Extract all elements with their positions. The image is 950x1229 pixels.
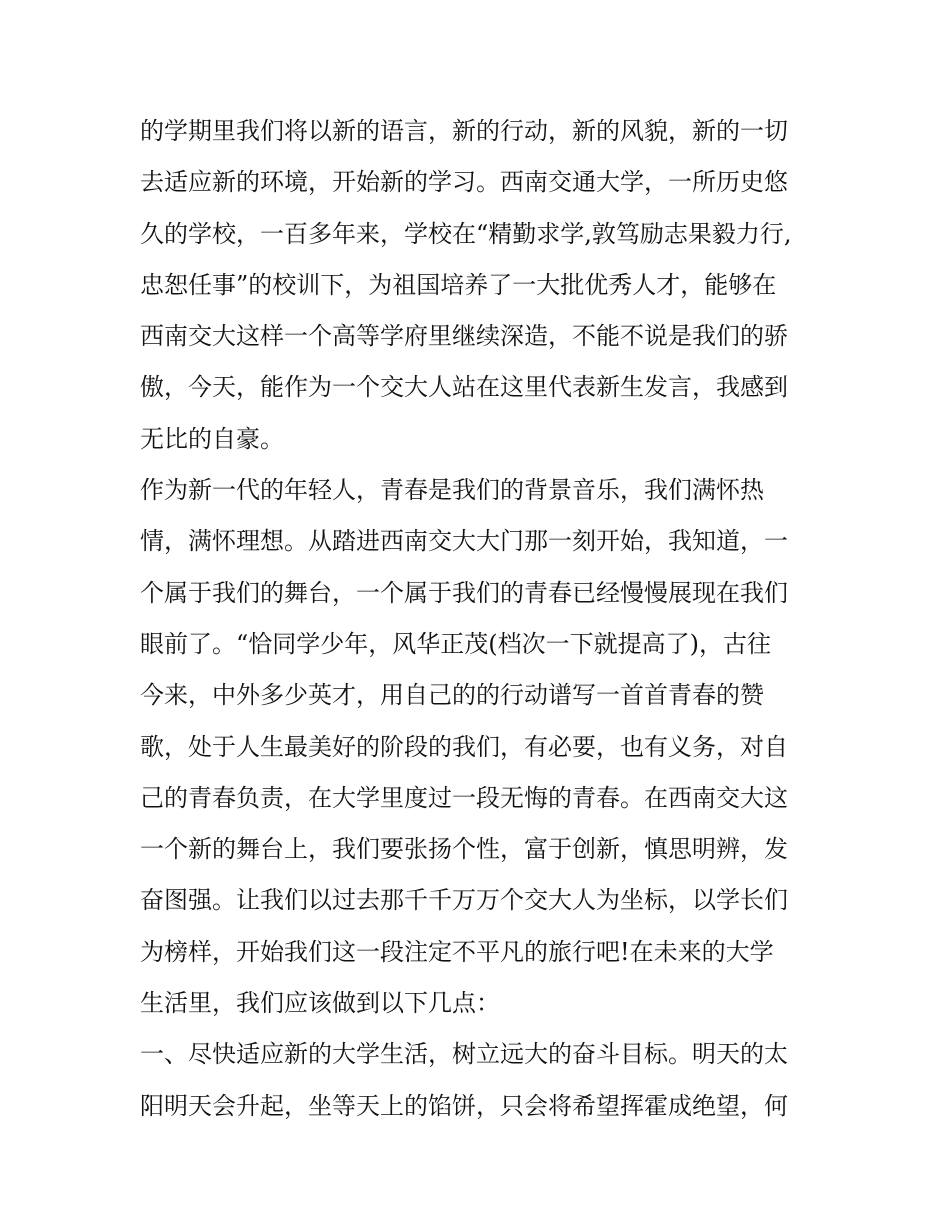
text-line: 无比的自豪。 (140, 424, 284, 453)
text-line: 傲，今天，能作为一个交大人站在这里代表新生发言，我感到 (140, 373, 788, 402)
text-line: 今来，中外多少英才，用自己的的行动谱写一首首青春的赞 (140, 681, 764, 710)
text-line: 己的青春负责，在大学里度过一段无悔的青春。在西南交大这 (140, 783, 788, 812)
text-line: 为榜样，开始我们这一段注定不平凡的旅行吧!在未来的大学 (140, 937, 774, 966)
text-line: 歌，处于人生最美好的阶段的我们，有必要，也有义务，对自 (140, 732, 788, 761)
text-line: 眼前了。“恰同学少年，风华正茂(档次一下就提高了)，古往 (140, 629, 771, 658)
text-line: 西南交大这样一个高等学府里继续深造，不能不说是我们的骄 (140, 322, 788, 351)
text-line: 去适应新的环境，开始新的学习。西南交通大学，一所历史悠 (140, 168, 788, 197)
text-line: 久的学校，一百多年来，学校在“精勤求学,敦笃励志果毅力行, (140, 219, 792, 248)
text-line: 一个新的舞台上，我们要张扬个性，富于创新，慎思明辨，发 (140, 835, 788, 864)
text-line: 一、尽快适应新的大学生活，树立远大的奋斗目标。明天的太 (140, 1040, 788, 1069)
text-line: 忠恕任事”的校训下，为祖国培养了一大批优秀人才，能够在 (140, 270, 777, 299)
text-line: 作为新一代的年轻人，青春是我们的背景音乐，我们满怀热 (140, 476, 764, 505)
text-line: 情，满怀理想。从踏进西南交大大门那一刻开始，我知道，一 (140, 527, 788, 556)
document-body (140, 106, 820, 1132)
text-line: 的学期里我们将以新的语言，新的行动，新的风貌，新的一切 (140, 117, 788, 145)
text-line: 奋图强。让我们以过去那千千万万个交大人为坐标，以学长们 (140, 886, 788, 915)
text-line: 个属于我们的舞台，一个属于我们的青春已经慢慢展现在我们 (140, 578, 788, 607)
text-line: 阳明天会升起，坐等天上的馅饼，只会将希望挥霍成绝望，何 (140, 1091, 788, 1120)
text-line: 生活里，我们应该做到以下几点： (140, 989, 500, 1018)
